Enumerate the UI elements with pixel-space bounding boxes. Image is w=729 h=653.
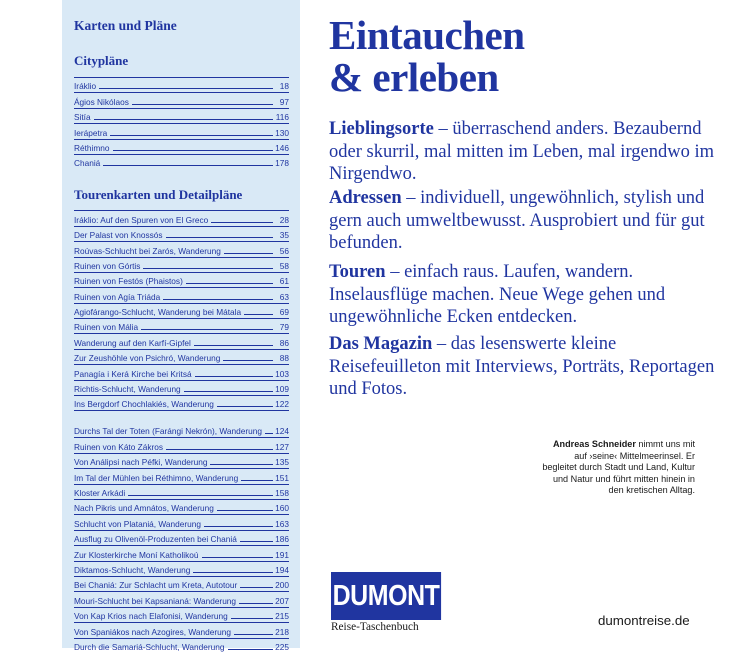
toc-leader-line: [211, 222, 273, 223]
toc-row: [74, 514, 289, 529]
toc-leader-line: [231, 618, 273, 619]
toc-leader-line: [240, 587, 273, 588]
toc-row: [74, 622, 289, 637]
toc-entry-label: Ruinen von Mália: [74, 322, 139, 333]
toc-leader-line: [241, 480, 273, 481]
toc-row: [74, 123, 289, 138]
toc-title: Karten und Pläne: [74, 18, 177, 33]
toc-leader-line: [193, 572, 273, 573]
feature-title: Touren: [329, 262, 386, 282]
toc-row: [74, 257, 289, 272]
toc-row: [74, 380, 289, 395]
toc-leader-line: [234, 634, 273, 635]
toc-entry-label: Chaniá: [74, 158, 101, 169]
toc-entry-label: Ierápetra: [74, 127, 108, 138]
toc-row: [74, 530, 289, 545]
toc-page-number: 146: [275, 142, 289, 153]
toc-page-number: 116: [275, 112, 289, 123]
toc-page-number: 56: [279, 245, 289, 256]
toc-page-number: 225: [275, 641, 289, 652]
toc-entry-label: Durchs Tal der Toten (Farángi Nekrón), Wanderung: [74, 426, 262, 437]
toc-page-number: 194: [275, 564, 289, 575]
toc-page-number: 158: [275, 487, 289, 498]
author-note: [540, 439, 695, 497]
toc-page-number: 86: [279, 337, 289, 348]
toc-page-number: 218: [275, 626, 289, 637]
toc-entry-label: Mouri-Schlucht bei Kapsanianá: Wanderung: [74, 595, 237, 606]
toc-entry-label: Zur Zeushöhle von Psichró, Wanderung: [74, 353, 221, 364]
toc-row: [74, 545, 289, 560]
toc-row: [74, 561, 289, 576]
toc-row: [74, 303, 289, 318]
toc-leader-line: [184, 391, 273, 392]
toc-leader-line: [195, 376, 273, 377]
toc-page-number: 28: [279, 214, 289, 225]
toc-row: [74, 453, 289, 468]
toc-row: [74, 272, 289, 287]
toc-entry-label: Der Palast von Knossós: [74, 230, 163, 241]
toc-leader-line: [110, 135, 273, 136]
toc-row: [74, 468, 289, 483]
toc-row: [74, 410, 289, 437]
toc-entry-label: Iráklio: [74, 81, 97, 92]
toc-leader-line: [163, 299, 273, 300]
toc-row: [74, 576, 289, 591]
toc-entry-label: Diktamos-Schlucht, Wanderung: [74, 564, 191, 575]
toc-leader-line: [99, 88, 273, 89]
toc-row: [74, 154, 289, 169]
toc-page-number: 130: [275, 127, 289, 138]
toc-row: [74, 241, 289, 256]
tour-maps-list: [74, 210, 289, 653]
toc-page-number: 200: [275, 580, 289, 591]
toc-leader-line: [210, 464, 273, 465]
toc-row: [74, 108, 289, 123]
toc-page-number: 69: [279, 307, 289, 318]
toc-page-number: 63: [279, 291, 289, 302]
toc-row: [74, 210, 289, 225]
toc-entry-label: Agiofárango-Schlucht, Wanderung bei Mátala: [74, 307, 242, 318]
toc-row: [74, 499, 289, 514]
website-url: dumontreise.de: [598, 613, 690, 628]
toc-leader-line: [228, 649, 274, 650]
toc-leader-line: [113, 150, 273, 151]
toc-row: [74, 437, 289, 452]
toc-page-number: 178: [275, 158, 289, 169]
toc-page-number: 207: [275, 595, 289, 606]
toc-entry-label: Nach Pikris und Amnátos, Wanderung: [74, 503, 214, 514]
toc-entry-label: Iráklio: Auf den Spuren von El Greco: [74, 214, 209, 225]
toc-page-number: 124: [275, 426, 289, 437]
toc-entry-label: Panagía i Kerá Kirche bei Kritsá: [74, 368, 192, 379]
city-plans-title: Citypläne: [74, 53, 129, 68]
toc-page-number: 215: [275, 611, 289, 622]
feature-lieblingsorte: [329, 118, 719, 186]
toc-entry-label: Kloster Arkádi: [74, 487, 126, 498]
toc-row: [74, 77, 289, 92]
toc-leader-line: [143, 268, 273, 269]
toc-entry-label: Ruinen von Agía Triáda: [74, 291, 161, 302]
logo-series: Reise-Taschenbuch: [331, 621, 419, 633]
toc-leader-line: [224, 253, 273, 254]
toc-leader-line: [94, 119, 273, 120]
toc-row: [74, 484, 289, 499]
toc-entry-label: Zur Klosterkirche Moní Katholikoú: [74, 549, 199, 560]
toc-row: [74, 333, 289, 348]
feature-title: Adressen: [329, 188, 402, 208]
toc-entry-label: Von Kap Krios nach Elafonisi, Wanderung: [74, 611, 228, 622]
headline-line-2: & erleben: [329, 54, 499, 100]
toc-entry-label: Schlucht von Plataniá, Wanderung: [74, 518, 201, 529]
toc-entry-label: Ruinen von Górtis: [74, 260, 141, 271]
toc-page-number: 35: [279, 230, 289, 241]
dumont-logo: [331, 572, 459, 633]
toc-row: [74, 638, 289, 653]
toc-row: [74, 318, 289, 333]
toc-entry-label: Ruinen von Festós (Phaistos): [74, 276, 183, 287]
toc-leader-line: [239, 603, 273, 604]
feature-text: – einfach raus. Laufen, wandern. Inselausflüge machen. Neue Wege gehen und ungewöhnliche Ecken entdecken.: [329, 262, 666, 327]
toc-entry-label: Richtis-Schlucht, Wanderung: [74, 384, 181, 395]
toc-page-number: 160: [275, 503, 289, 514]
toc-page-number: 127: [275, 441, 289, 452]
toc-page-number: 97: [279, 96, 289, 107]
toc-leader-line: [204, 526, 273, 527]
toc-page-number: 58: [279, 260, 289, 271]
toc-entry-label: Im Tal der Mühlen bei Réthimno, Wanderung: [74, 472, 239, 483]
toc-leader-line: [240, 541, 273, 542]
main-column: [300, 0, 729, 648]
toc-entry-label: Ins Bergdorf Chochlakiés, Wanderung: [74, 399, 214, 410]
feature-touren: [329, 261, 719, 329]
toc-leader-line: [194, 345, 273, 346]
toc-row: [74, 607, 289, 622]
headline: [329, 14, 525, 98]
city-plans-list: [74, 77, 289, 169]
toc-entry-label: Bei Chaniá: Zur Schlacht um Kreta, Autotour: [74, 580, 238, 591]
author-text: nimmt uns mit auf ›seine‹ Mittelmeerinsel. Er begleitet durch Stadt und Land, Kultur und Natur und führt mitten hinein in den kretischen Alltag.: [542, 439, 695, 496]
toc-row: [74, 226, 289, 241]
toc-entry-label: Roúvas-Schlucht bei Zarós, Wanderung: [74, 245, 221, 256]
toc-page-number: 191: [275, 549, 289, 560]
headline-line-1: Eintauchen: [329, 12, 525, 58]
feature-magazin: [329, 333, 719, 401]
toc-content: [74, 18, 289, 653]
toc-page-number: 186: [275, 534, 289, 545]
toc-leader-line: [217, 510, 273, 511]
toc-entry-label: Ágios Nikólaos: [74, 96, 129, 107]
logo-wordmark: DUMONT: [331, 572, 441, 620]
toc-row: [74, 92, 289, 107]
toc-page-number: 88: [279, 353, 289, 364]
toc-entry-label: Réthimno: [74, 142, 110, 153]
toc-entry-label: Wanderung auf den Karfí-Gipfel: [74, 337, 191, 348]
toc-row: [74, 349, 289, 364]
toc-page-number: 61: [279, 276, 289, 287]
toc-page-number: 103: [275, 368, 289, 379]
feature-title: Das Magazin: [329, 334, 433, 354]
toc-row: [74, 591, 289, 606]
toc-entry-label: Sitía: [74, 112, 91, 123]
toc-leader-line: [186, 283, 273, 284]
feature-text: – überraschend anders. Bezaubernd oder skurril, mal mitten im Leben, mal irgendwo im Nirgendwo.: [329, 119, 714, 184]
toc-leader-line: [265, 433, 273, 434]
toc-entry-label: Durch die Samariá-Schlucht, Wanderung: [74, 641, 225, 652]
toc-entry-label: Von Análipsi nach Péfki, Wanderung: [74, 457, 208, 468]
toc-entry-label: Ausflug zu Olivenöl-Produzenten bei Chaniá: [74, 534, 237, 545]
toc-leader-line: [103, 165, 273, 166]
toc-leader-line: [132, 104, 273, 105]
toc-leader-line: [202, 557, 273, 558]
toc-row: [74, 395, 289, 410]
feature-text: – das lesenswerte kleine Reisefeuilleton mit Interviews, Porträts, Reportagen und Fotos.: [329, 334, 715, 399]
toc-leader-line: [244, 314, 273, 315]
toc-panel: [62, 0, 300, 652]
toc-row: [74, 287, 289, 302]
toc-leader-line: [166, 449, 273, 450]
author-name: Andreas Schneider: [552, 439, 636, 449]
tour-maps-title: Tourenkarten und Detailpläne: [74, 187, 243, 203]
toc-page-number: 18: [279, 81, 289, 92]
toc-leader-line: [141, 329, 273, 330]
toc-entry-label: Von Spaniákos nach Azogires, Wanderung: [74, 626, 231, 637]
feature-text: – individuell, ungewöhnlich, stylish und gern auch umweltbewusst. Ausprobiert und für gut befunden.: [329, 188, 705, 253]
toc-leader-line: [217, 406, 273, 407]
toc-page-number: 109: [275, 384, 289, 395]
toc-leader-line: [166, 237, 273, 238]
toc-entry-label: Ruinen von Káto Zákros: [74, 441, 164, 452]
toc-row: [74, 139, 289, 154]
toc-page-number: 79: [279, 322, 289, 333]
toc-row: [74, 364, 289, 379]
toc-leader-line: [223, 360, 273, 361]
feature-title: Lieblingsorte: [329, 119, 434, 139]
feature-adressen: [329, 187, 719, 255]
toc-page-number: 135: [275, 457, 289, 468]
toc-page-number: 151: [275, 472, 289, 483]
toc-leader-line: [128, 495, 273, 496]
toc-page-number: 163: [275, 518, 289, 529]
toc-page-number: 122: [275, 399, 289, 410]
